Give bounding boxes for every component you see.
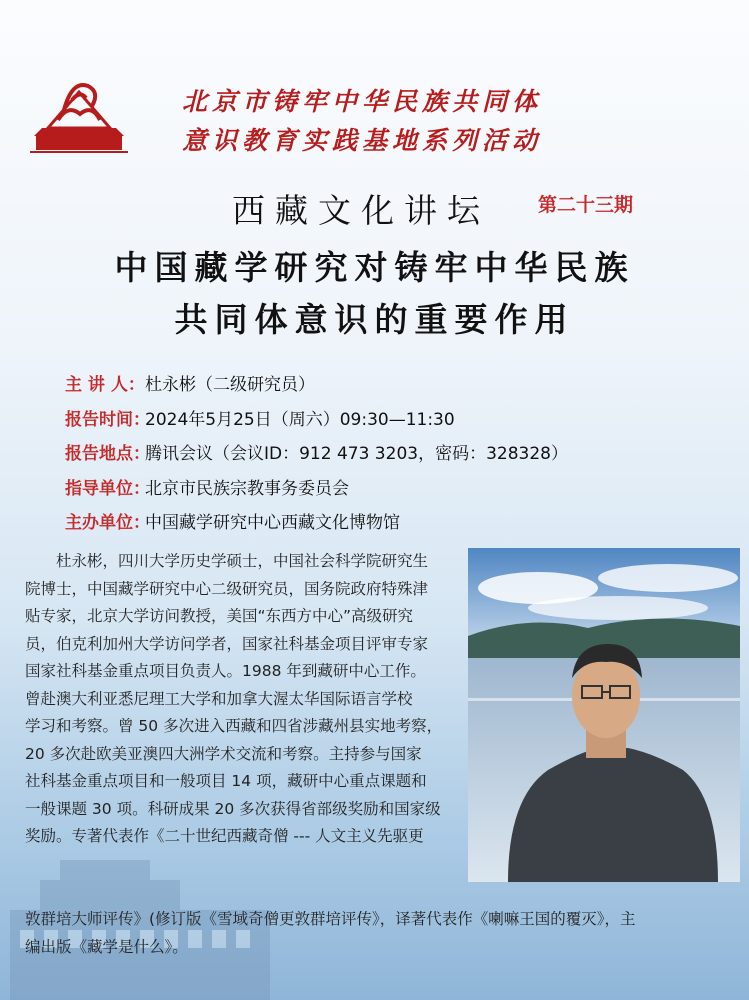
series-header — [182, 82, 542, 160]
bio-line: 曾赴澳大利亚悉尼理工大学和加拿大渥太华国际语言学校 — [25, 689, 413, 708]
museum-logo-icon — [28, 70, 130, 156]
header-line-1: 北京市铸牢中华民族共同体 — [182, 87, 543, 116]
bio-line: 社科基金重点项目和一般项目 14 项，藏研中心重点课题和 — [25, 772, 427, 790]
speaker-photo — [468, 548, 740, 882]
speaker-bio-tail — [25, 906, 725, 961]
bio-line: 奖励。专著代表作《二十世纪西藏奇僧 --- 人文主义先驱更 — [25, 827, 424, 845]
bio-line: 一般课题 30 项。科研成果 20 多次获得省部级奖励和国家级 — [25, 799, 441, 818]
info-row-host — [65, 506, 568, 541]
bio-line: 院博士，中国藏学研究中心二级研究员，国务院政府特殊津 — [25, 579, 429, 598]
header-line-2: 意识教育实践基地系列活动 — [182, 126, 543, 155]
info-row-guide — [65, 472, 568, 507]
info-label: 报告地点： — [65, 444, 150, 464]
bio-line: 贴专家，北京大学访问教授，美国“东西方中心”高级研究 — [25, 607, 414, 625]
info-row-time — [65, 403, 568, 438]
bio-line: 杜永彬，四川大学历史学硕士，中国社会科学院研究生 — [25, 552, 429, 570]
info-value: 2024年5月25日（周六）09:30—11:30 — [145, 409, 455, 430]
bio-line: 国家社科基金重点项目负责人。1988 年到藏研中心工作。 — [25, 662, 426, 680]
bio-line: 员，伯克利加州大学访问学者，国家社科基金项目评审专家 — [25, 634, 429, 653]
info-value: 杜永彬（二级研究员） — [145, 375, 315, 395]
forum-name: 西藏文化讲坛 — [232, 191, 490, 230]
lecture-title-line-2: 共同体意识的重要作用 — [174, 300, 575, 339]
info-label: 指导单位： — [65, 478, 150, 499]
info-value: 北京市民族宗教事务委员会 — [145, 478, 349, 499]
info-row-speaker — [65, 368, 568, 403]
lecture-title-line-1: 中国藏学研究对铸牢中华民族 — [114, 248, 635, 287]
issue-number: 第二十三期 — [538, 194, 634, 216]
bio-line: 学习和考察。曾 50 多次进入西藏和四省涉藏州县实地考察， — [25, 717, 443, 735]
info-row-venue — [65, 437, 568, 472]
bio-line: 编出版《藏学是什么》。 — [25, 937, 188, 956]
info-label: 主 讲 人： — [65, 375, 145, 395]
bio-line: 敦群培大师评传》(修订版《雪域奇僧更敦群培评传》，译著代表作《喇嘛王国的覆灭》，主 — [25, 910, 636, 928]
speaker-bio — [25, 548, 445, 851]
event-info — [65, 368, 568, 541]
info-label: 主办单位： — [65, 513, 150, 533]
info-value: 腾讯会议（会议ID：912 473 3203，密码：328328） — [145, 444, 568, 464]
info-label: 报告时间： — [65, 409, 150, 430]
bio-line: 20 多次赴欧美亚澳四大洲学术交流和考察。主持参与国家 — [25, 744, 422, 763]
info-value: 中国藏学研究中心西藏文化博物馆 — [145, 513, 400, 533]
